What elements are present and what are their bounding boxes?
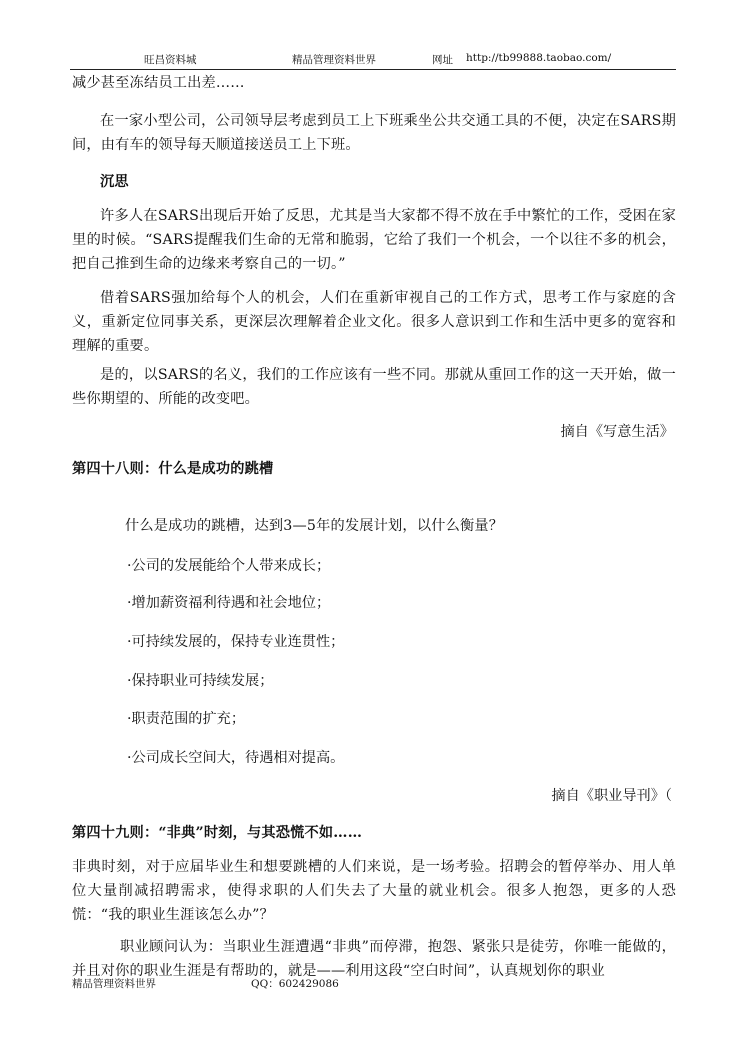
list-item: ·公司的发展能给个人带来成长； [127, 558, 331, 574]
paragraph-1: 在一家小型公司，公司领导层考虑到员工上下班乘坐公共交通工具的不便，决定在SARS期间，由有车的领导每天顺道接送员工上下班。 [72, 113, 676, 153]
paragraph-3: 借着SARS强加给每个人的机会，人们在重新审视自己的工作方式，思考工作与家庭的含义，重新定位同事关系，更深层次理解着企业文化。很多人意识到工作和生活中更多的宽容和理解的重要。 [72, 290, 676, 354]
page-header [70, 52, 676, 70]
header-url-link[interactable]: http://tb99888.taobao.com/ [466, 52, 612, 64]
header-world: 精品管理资料世界 [292, 54, 376, 66]
footer-qq: QQ：602429086 [251, 978, 339, 990]
heading-reflect: 沉思 [100, 174, 129, 190]
paragraph-6: 职业顾问认为：当职业生涯遭遇“非典”而停滞，抱怨、紧张只是徒劳，你唯一能做的，并且对你的职业生涯是有帮助的，就是——利用这段“空白时间”，认真规划你的职业 [72, 939, 676, 979]
paragraph-4: 是的，以SARS的名义，我们的工作应该有一些不同。那就从重回工作的这一天开始，做一些你期望的、所能的改变吧。 [72, 367, 676, 407]
line-top: 减少甚至冻结员工出差…… [72, 75, 245, 91]
list-item: ·可持续发展的，保持专业连贯性； [127, 634, 345, 650]
list-item: ·职责范围的扩充； [127, 711, 246, 727]
list-item: ·增加薪资福利待遇和社会地位； [127, 595, 331, 611]
footer-left: 精品管理资料世界 [72, 978, 156, 990]
source-1: 摘自《写意生活》 [560, 424, 674, 440]
list-item: ·公司成长空间大，待遇相对提高。 [127, 750, 345, 766]
question-48: 什么是成功的跳槽，达到3—5年的发展计划，以什么衡量？ [125, 518, 504, 534]
paragraph-2: 许多人在SARS出现后开始了反思，尤其是当大家都不得不放在手中繁忙的工作，受困在家里的时候。“SARS提醒我们生命的无常和脆弱，它给了我们一个机会，一个以往不多的机会，把自己推到生命的边缘来考察自己的一切。” [72, 208, 676, 272]
header-url-label: 网址 [432, 54, 453, 66]
list-item: ·保持职业可持续发展； [127, 673, 274, 689]
paragraph-5: 非典时刻，对于应届毕业生和想要跳槽的人们来说，是一场考验。招聘会的暂停举办、用人单位大量削减招聘需求，使得求职的人们失去了大量的就业机会。很多人抱怨，更多的人恐慌：“我的职业生涯该怎么办”？ [72, 859, 676, 923]
heading-48: 第四十八则：什么是成功的跳槽 [72, 461, 274, 477]
heading-49: 第四十九则：“非典”时刻，与其恐慌不如…… [72, 825, 363, 841]
source-2: 摘自《职业导刊》（ [551, 788, 672, 804]
header-divider [70, 69, 676, 70]
header-site: 旺昌资料城 [144, 54, 197, 66]
